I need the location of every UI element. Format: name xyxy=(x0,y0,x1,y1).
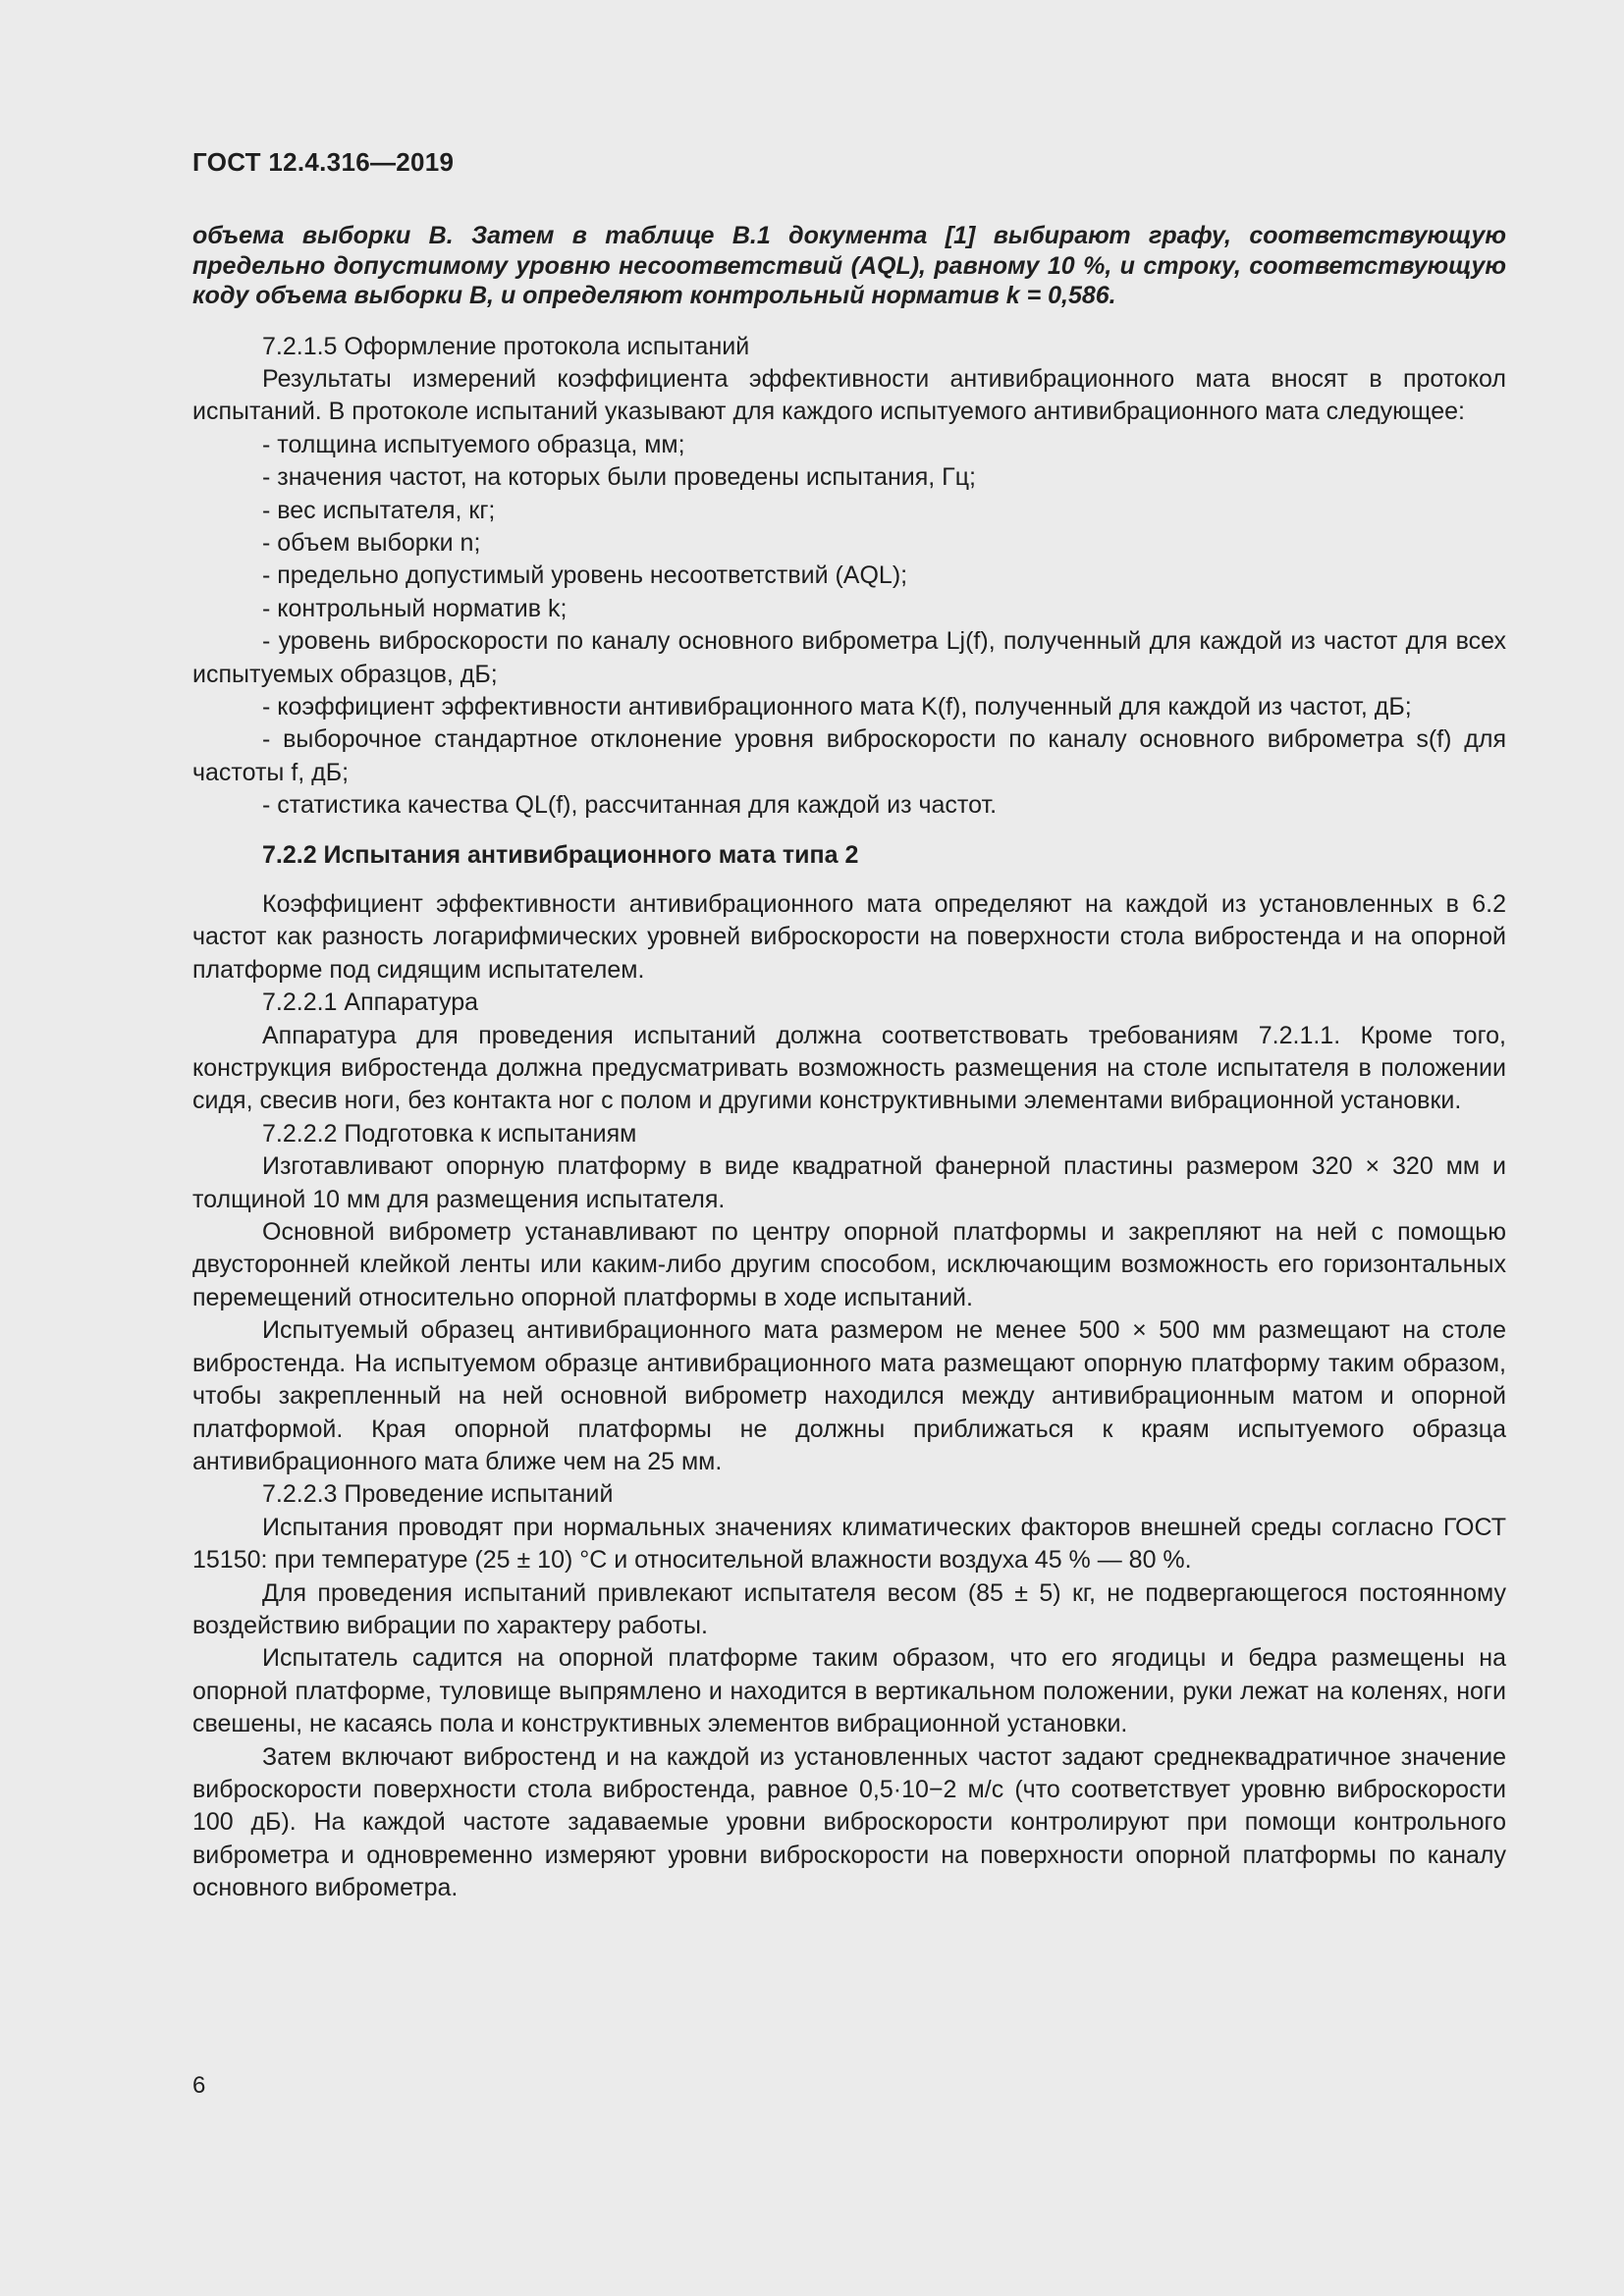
list-item: - вес испытателя, кг; xyxy=(262,496,496,524)
section-7-2-2-3-paragraph: Затем включают вибростенд и на каждой из установленных частот задают среднеквадратичное значение виброскорости поверхности стола вибростенда, равное 0,5·10−2 м/с (что соответствует уровню виброскорости 100 дБ). На каждой частоте задаваемые уровни виброскорости контролируют при помощи контрольного виброметра и одновременно измеряют уровни виброскорости на поверхности опорной платформы по каналу основного виброметра. xyxy=(192,1742,1506,1902)
list-item: - выборочное стандартное отклонение уровня виброскорости по каналу основного виброметра s(f) для частоты f, дБ; xyxy=(192,725,1506,786)
section-7-2-2-paragraph: Коэффициент эффективности антивибрационного мата определяют на каждой из установленных в 6.2 частот как разность логарифмических уровней виброскорости на поверхности стола вибростенда и на опорной платформе под сидящим испытателем. xyxy=(192,890,1506,984)
list-item: - объем выборки n; xyxy=(262,528,481,557)
list-item: - статистика качества QL(f), рассчитанная для каждой из частот. xyxy=(262,791,998,820)
section-7-2-2-2-paragraph: Изготавливают опорную платформу в виде квадратной фанерной пластины размером 320 × 320 мм и толщиной 10 мм для размещения испытателя. xyxy=(192,1152,1506,1213)
section-7-2-2-2-title: 7.2.2.2 Подготовка к испытаниям xyxy=(262,1119,637,1148)
page-number: 6 xyxy=(192,2072,206,2099)
intro-paragraph: объема выборки B. Затем в таблице В.1 документа [1] выбирают графу, соответствующую предельно допустимому уровню несоответствий (AQL), равному 10 %, и строку, соответствующую коду объема выборки В, и определяют контрольный норматив k = 0,586. xyxy=(192,222,1506,309)
document-code-header: ГОСТ 12.4.316—2019 xyxy=(192,147,455,177)
list-item: - уровень виброскорости по каналу основного виброметра Lj(f), полученный для каждой из частот для всех испытуемых образцов, дБ; xyxy=(192,627,1506,688)
section-7-2-2-3-paragraph: Для проведения испытаний привлекают испытателя весом (85 ± 5) кг, не подвергающегося постоянному воздействию вибрации по характеру работы. xyxy=(192,1578,1506,1639)
list-item: - значения частот, на которых были проведены испытания, Гц; xyxy=(262,463,976,492)
section-7-2-2-1-title: 7.2.2.1 Аппаратура xyxy=(262,988,479,1017)
section-7-2-1-5-paragraph: Результаты измерений коэффициента эффективности антивибрационного мата вносят в протокол испытаний. В протоколе испытаний указывают для каждого испытуемого антивибрационного мата следующее: xyxy=(192,364,1506,426)
section-7-2-1-5-title: 7.2.1.5 Оформление протокола испытаний xyxy=(262,332,750,360)
list-item: - коэффициент эффективности антивибрационного мата K(f), полученный для каждой из частот, дБ; xyxy=(262,692,1412,721)
section-7-2-2-3-paragraph: Испытания проводят при нормальных значениях климатических факторов внешней среды согласно ГОСТ 15150: при температуре (25 ± 10) °С и относительной влажности воздуха 45 % — 80 %. xyxy=(192,1513,1506,1575)
section-7-2-2-2-paragraph: Основной виброметр устанавливают по центру опорной платформы и закрепляют на ней с помощью двусторонней клейкой ленты или каким-либо другим способом, исключающим возможность его горизонтальных перемещений относительно опорной платформы в ходе испытаний. xyxy=(192,1218,1506,1311)
page-content xyxy=(192,221,1506,1905)
section-7-2-2-3-title: 7.2.2.3 Проведение испытаний xyxy=(262,1480,614,1509)
list-item: - толщина испытуемого образца, мм; xyxy=(262,430,685,458)
list-item: - контрольный норматив k; xyxy=(262,594,568,622)
section-7-2-2-2-paragraph: Испытуемый образец антивибрационного мата размером не менее 500 × 500 мм размещают на столе вибростенда. На испытуемом образце антивибрационного мата размещают опорную платформу таким образом, чтобы закрепленный на ней основной виброметр находился между антивибрационным матом и опорной платформой. Края опорной платформы не должны приближаться к краям испытуемого образца антивибрационного мата ближе чем на 25 мм. xyxy=(192,1316,1506,1475)
section-7-2-2-heading: 7.2.2 Испытания антивибрационного мата типа 2 xyxy=(262,840,859,869)
list-item: - предельно допустимый уровень несоответствий (AQL); xyxy=(262,561,908,590)
section-7-2-2-3-paragraph: Испытатель садится на опорной платформе таким образом, что его ягодицы и бедра размещены на опорной платформе, туловище выпрямлено и находится в вертикальном положении, руки лежат на коленях, ноги свешены, не касаясь пола и конструктивных элементов вибрационной установки. xyxy=(192,1644,1506,1738)
section-7-2-2-1-paragraph: Аппаратура для проведения испытаний должна соответствовать требованиям 7.2.1.1. Кроме того, конструкция вибростенда должна предусматривать возможность размещения на столе испытателя в положении сидя, свесив ноги, без контакта ног с полом и другими конструктивными элементами вибрационной установки. xyxy=(192,1021,1506,1115)
